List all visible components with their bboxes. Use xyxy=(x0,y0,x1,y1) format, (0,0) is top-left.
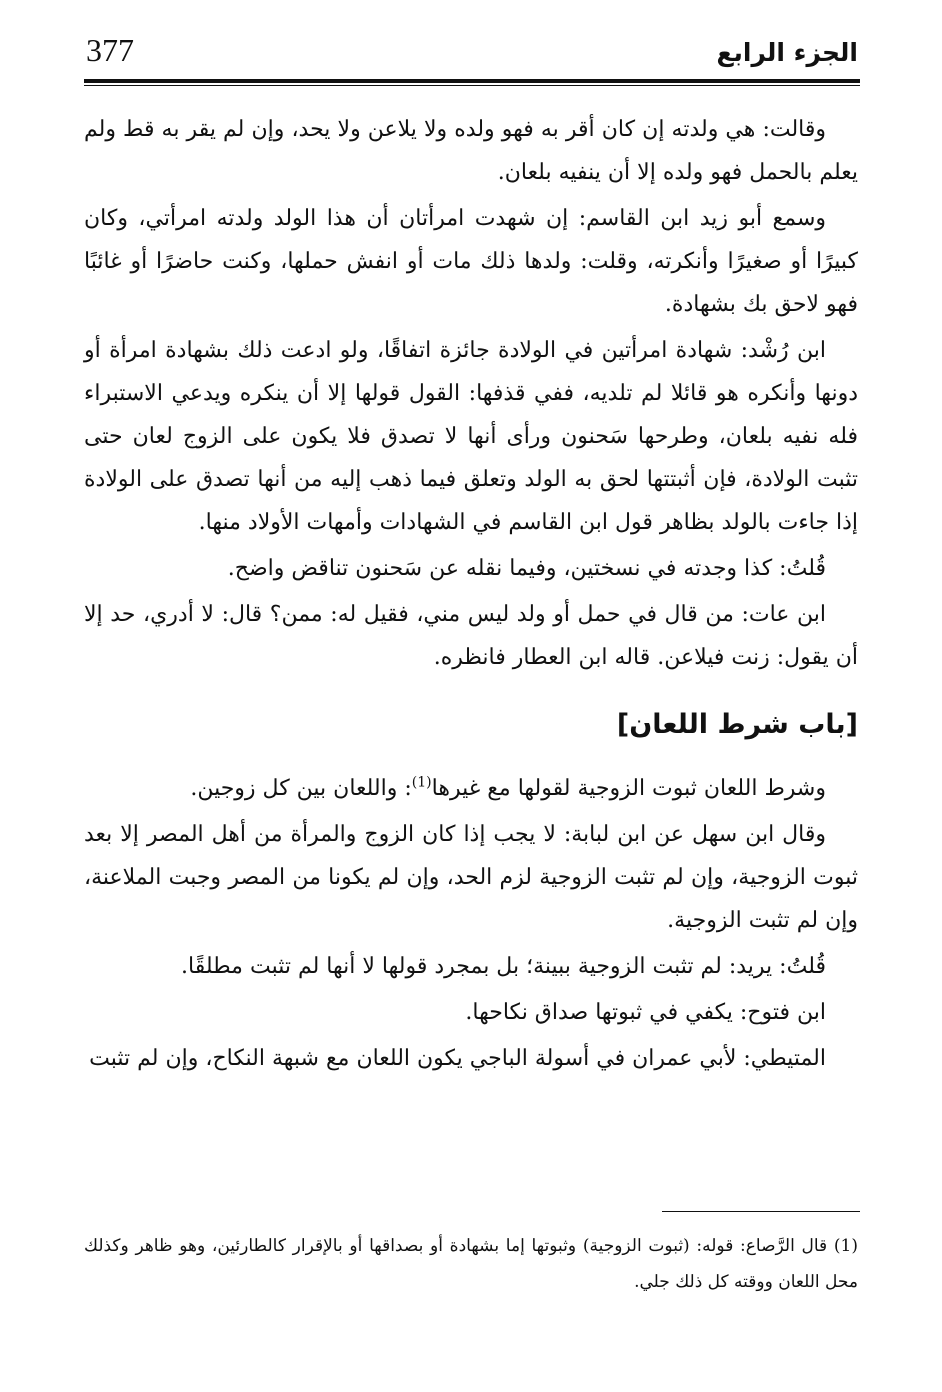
header-rule xyxy=(84,79,860,86)
footnotes xyxy=(84,1228,858,1300)
footnote-rule xyxy=(662,1211,860,1212)
footnote-marker[interactable]: (1) xyxy=(411,774,432,791)
paragraph: قُلتُ: كذا وجدته في نسختين، وفيما نقله عن سَحنون تناقض واضح. xyxy=(227,556,826,581)
paragraph-text: وشرط اللعان ثبوت الزوجية لقولها مع غيرها xyxy=(431,776,826,801)
paragraph: المتيطي: لأبي عمران في أسولة الباجي يكون اللعان مع شبهة النكاح، وإن لم تثبت xyxy=(89,1046,826,1071)
footnote: (1) قال الرَّصاع: قوله: (ثبوت الزوجية) وثبوتها إما بشهادة أو بصداقها أو بالإقرار كالطارئين، وهو ظاهر وكذلك محل اللعان ووقته كل ذلك جلي. xyxy=(84,1236,858,1292)
page-number: 377 xyxy=(86,32,134,68)
paragraph: ابن رُشْد: شهادة امرأتين في الولادة جائزة اتفاقًا، ولو ادعت ذلك بشهادة امرأة أو دونها وأنكره هو قائلا لم تلديه، ففي قذفها: القول قولها إلا أن ينكره ويدعي الاستبراء فله نفيه بلعان، وطرحها سَحنون ورأى أنها لا تصدق فلا يكون على الزوج لعان حتى تثبت الولادة، فإن أثبتتها لحق به الولد وتعلق فيما ذهب إليه من أنها تصدق على الولادة إذا جاءت بالولد بظاهر قول ابن القاسم في الشهادات وأمهات الأولاد منها. xyxy=(84,338,858,535)
main-text xyxy=(84,108,858,1083)
section-heading: [باب شرط اللعان] xyxy=(616,709,858,740)
paragraph: وقالت: هي ولدته إن كان أقر به فهو ولده ولا يلاعن ولا يحد، وإن لم يقر به قط ولم يعلم بالحمل فهو ولده إلا أن ينفيه بلعان. xyxy=(84,117,858,185)
paragraph xyxy=(84,767,858,810)
paragraph-text: : واللعان بين كل زوجين. xyxy=(190,776,412,801)
running-title: الجزء الرابع xyxy=(716,38,858,67)
paragraph: ابن فتوح: يكفي في ثبوتها صداق نكاحها. xyxy=(465,1000,826,1025)
paragraph: قُلتُ: يريد: لم تثبت الزوجية ببينة؛ بل بمجرد قولها لا أنها لم تثبت مطلقًا. xyxy=(181,954,826,979)
paragraph: وسمع أبو زيد ابن القاسم: إن شهدت امرأتان أن هذا الولد ولدته امرأتي، وكان كبيرًا أو صغيرًا وأنكرته، وقلت: ولدها ذلك مات أو انفش حملها، وكنت حاضرًا أو غائبًا فهو لاحق بك بشهادة. xyxy=(84,206,858,317)
paragraph: ابن عات: من قال في حمل أو ولد ليس مني، فقيل له: ممن؟ قال: لا أدري، حد إلا أن يقول: زنت فيلاعن. قاله ابن العطار فانظره. xyxy=(84,602,858,670)
paragraph: وقال ابن سهل عن ابن لبابة: لا يجب إذا كان الزوج والمرأة من أهل المصر إلا بعد ثبوت الزوجية، وإن لم تثبت الزوجية لزم الحد، وإن لم يكونا من المصر وجبت الملاعنة، وإن لم تثبت الزوجية. xyxy=(84,822,858,933)
